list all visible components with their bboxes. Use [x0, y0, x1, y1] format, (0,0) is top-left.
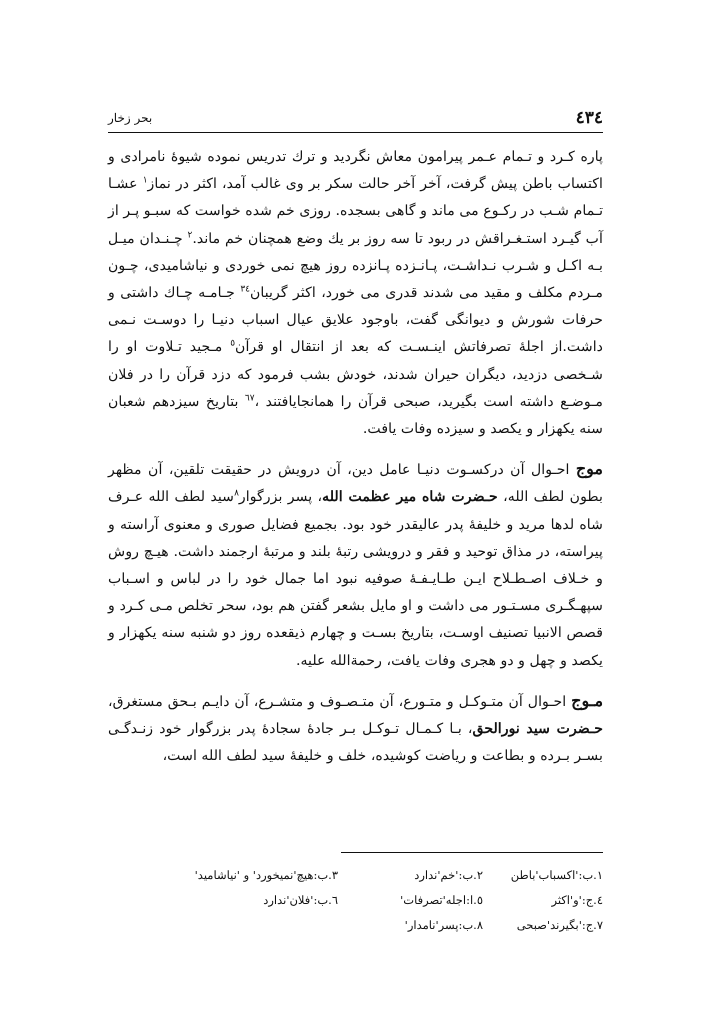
footnote: ۲.ب:'خم'ندارد	[414, 868, 483, 882]
footnote: ۷.ج:'بگیرند'صبحی	[516, 918, 603, 932]
text-line: بتاریخ سیزدهم شعبان سنه یکهزار و یکصد و سیزده وفات یافت.	[108, 393, 603, 438]
footnote-mark: ۱	[142, 175, 148, 186]
page-header	[108, 108, 603, 133]
footnote-mark: ٦	[244, 393, 250, 404]
text-line: سنه یکهزار و یکصد و چهل و دو هجری وفات یافت، رحمةالله علیه.	[108, 625, 603, 669]
footnote-row	[108, 893, 603, 918]
text-line: پاره کـرد و تـمام عـمر پیرامون معاش نگردید و ترك تدریس نموده شیوهٔ نامرادی و	[108, 149, 603, 165]
footnote-mark: ٤	[245, 284, 251, 295]
text-line: چـنـدان میـل بـه اکـل و شـرب نـداشـت، پـانـزده پـانزده روز هیچ نمی خوردی و	[108, 230, 603, 274]
text-line: عشـا تـمام شـب در رکـوع می ماند و گاهی بسجده. روزی خم شده خواست که	[108, 176, 604, 220]
text-line: آراسته و پیراسته، در مذاق توحید و فقر و درویشی رتبهٔ بلند و مرتبهٔ ارجمند داشت.	[108, 516, 604, 560]
footnote-row	[108, 868, 603, 893]
footnote-row	[108, 918, 603, 943]
section-heading-mowj: مـوج	[571, 690, 604, 710]
paragraph-2	[108, 455, 603, 675]
footnote-mark: ۲	[187, 229, 193, 240]
text-line: ، پسر بزرگوار	[238, 489, 323, 506]
text-line: اسـباب سپهـگـری مسـتـور می داشت و او مایل بشعر گفتن هم بود، سحر تخلص	[108, 571, 603, 615]
text-line: نیاشامیدی، چـون مـردم مکلف و مقید می شدند قدری می خورد، اکثر گریبان	[108, 257, 603, 302]
footnote-mark: ٥	[230, 338, 236, 349]
running-title: بحر زخار	[108, 111, 153, 125]
person-name: حـضرت سید نورالحق	[472, 721, 604, 738]
text-line: مـجید تـلاوت او را شـخصی دزدید، دیگران حیران شدند، خودش بشب فرمود که	[108, 339, 603, 383]
text-line: دنیـا را دوسـت نـمی داشت.از اجلهٔ تصرفاتش اینـسـت که بعد از انتقال او قرآن	[108, 312, 603, 356]
text-line: دزد قرآن را در فلان مـوضـع داشته است بگیرید، صبحی قرآن را همانجایافتند ،	[108, 366, 604, 410]
footnote: ٤.ج:'و'اکثر	[551, 893, 603, 907]
text-line: ، بـا کـمـال تـوکـل بـر جادهٔ سجادهٔ پدر بزرگوار خود	[159, 721, 473, 738]
text-line: عـرف شاه لدها مرید و خلیفهٔ پدر عالیقدر خود بود. بجمیع فضایل صوری و معنوی	[108, 489, 603, 533]
paragraph-3	[108, 687, 603, 771]
text-line: احـوال آن درکسـوت دنیـا عامل دین، آن درویش در حقیقت تلقین،	[168, 462, 570, 479]
text-line: اکتساب باطن پیش گرفت، آخر آخر حالت سکر بر وی غالب آمد، اکثر در نماز	[147, 176, 603, 193]
footnotes	[108, 868, 603, 943]
main-text	[108, 144, 603, 770]
text-line: مستغرق،	[108, 693, 163, 710]
footnote: ٦.ب:'فلان'ندارد	[263, 893, 338, 907]
text-line: آن مظهر بطون لطف الله،	[108, 462, 603, 506]
footnote-divider	[341, 852, 603, 853]
footnote-mark: ۷	[249, 393, 255, 404]
footnote: ۸.ب:پسر'نامدار'	[404, 918, 483, 932]
footnote-mark: ۳	[240, 284, 246, 295]
footnote: ۳.ب:هیچ'نمیخورد' و 'نیاشامید'	[194, 868, 338, 882]
text-line: جـامـه چـاك داشتی و حرفات شورش و دیوانگی گفت، باوجود علایق عیال اسباب	[108, 285, 603, 329]
page-number: ٤٣٤	[575, 108, 603, 128]
text-line: مـی کـرد و قصص الانبیا تصنیف اوسـت، بتاریخ بسـت و چهارم ذیقعده روز دو شنبه	[108, 598, 604, 642]
person-name: حـضرت شاه میر عظمت الله	[322, 489, 498, 506]
paragraph-1	[108, 144, 603, 443]
text-line: زنـدگـی بسـر بـرده و بطاعت و ریاضت کوشیده، خلف و خلیفهٔ سید لطف الله است،	[108, 721, 603, 765]
text-line: احـوال آن متـوکـل و متـورع، آن متـصـوف و متشـرع، آن دایـم بـحق	[167, 693, 567, 710]
footnote	[108, 918, 338, 943]
footnote-mark: ۸	[234, 488, 239, 499]
footnote: ٥.ا:اجله'تصرفات'	[400, 893, 483, 907]
text-line: سبـو پـر از آب گیـرد استـغـراقش در ربود تا سه روز بر یك وضع همچنان خم ماند.	[108, 203, 603, 247]
text-line: هیـچ روش و خـلاف اصـطـلاح ایـن طـایـفـهٔ صوفیه نبود اما جمال خود را در لباس و	[108, 543, 603, 588]
footnote: ۱.ب:'اکسباب'باطن	[510, 868, 603, 882]
section-heading-mowj: موج	[575, 459, 603, 479]
text-line: سید لطف الله	[148, 489, 235, 506]
